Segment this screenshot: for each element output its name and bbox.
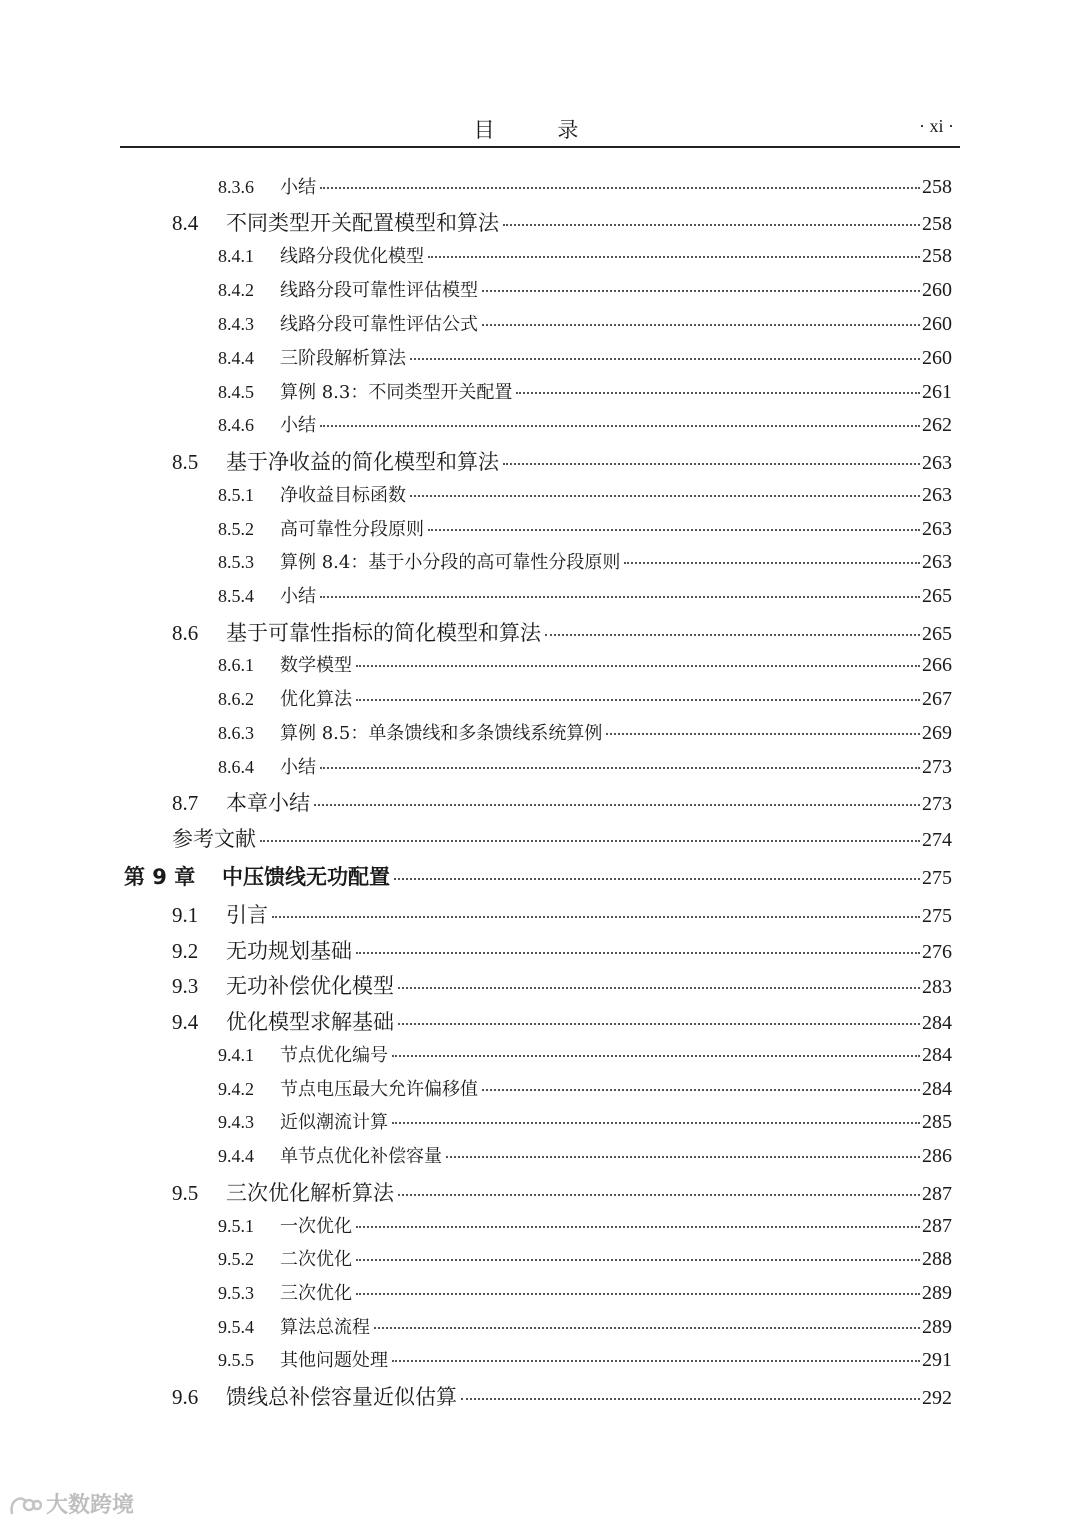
toc-entry-page: 265 (922, 585, 952, 607)
toc-entry (0, 861, 952, 891)
toc-entry-number: 9.2 (172, 939, 199, 963)
toc-entry-page: 258 (922, 176, 952, 198)
toc-entry-number: 9.4.2 (218, 1079, 254, 1099)
toc-dot-leader (260, 839, 920, 842)
toc-entry-number: 9.5 (172, 1181, 199, 1205)
toc-dot-leader (503, 223, 920, 226)
toc-dot-leader (428, 528, 920, 531)
toc-entry-page: 260 (922, 313, 952, 335)
toc-entry-title: 无功规划基础 (226, 939, 352, 963)
watermark (8, 1488, 134, 1519)
toc-entry (0, 1346, 952, 1372)
toc-dot-leader (398, 1193, 920, 1196)
toc-dot-leader (356, 1258, 920, 1261)
toc-dot-leader (392, 1359, 920, 1362)
toc-dot-leader (398, 1022, 920, 1025)
toc-entry-number: 8.6.4 (218, 757, 254, 777)
toc-dot-leader (482, 1088, 920, 1091)
toc-entry-title: 单节点优化补偿容量 (280, 1146, 442, 1167)
toc-entry-page: 274 (922, 829, 952, 851)
toc-entry-number: 8.6.2 (218, 689, 254, 709)
toc-entry-page: 258 (922, 213, 952, 235)
toc-entry-number: 8.5.4 (218, 586, 254, 606)
toc-entry (0, 548, 952, 574)
toc-entry-page: 269 (922, 722, 952, 744)
toc-entry-page: 260 (922, 279, 952, 301)
toc-entry-page: 284 (922, 1078, 952, 1100)
toc-dot-leader (516, 391, 920, 394)
toc-entry-page: 262 (922, 414, 952, 436)
toc-entry-title: 引言 (226, 903, 268, 927)
toc-dot-leader (545, 633, 920, 636)
toc-entry-page: 265 (922, 623, 952, 645)
toc-entry (0, 1381, 952, 1411)
toc-dot-leader (482, 289, 920, 292)
toc-entry (0, 651, 952, 677)
toc-dot-leader (356, 951, 920, 954)
toc-entry (0, 787, 952, 817)
toc-entry (0, 1245, 952, 1271)
toc-entry-title: 算例 8.3：不同类型开关配置 (280, 382, 513, 403)
toc-entry-title: 无功补偿优化模型 (226, 974, 394, 998)
toc-entry-title: 小结 (280, 757, 316, 778)
toc-dot-leader (356, 1225, 920, 1228)
toc-entry-title: 高可靠性分段原则 (280, 519, 424, 540)
toc-entry-page: 287 (922, 1183, 952, 1205)
toc-entry-title: 参考文献 (172, 827, 256, 851)
toc-entry-title: 三阶段解析算法 (280, 348, 406, 369)
toc-dot-leader (320, 186, 920, 189)
toc-entry (0, 310, 952, 336)
toc-dot-leader (392, 1121, 920, 1124)
toc-entry-page: 289 (922, 1316, 952, 1338)
toc-entry (0, 753, 952, 779)
toc-entry (0, 617, 952, 647)
toc-dot-leader (394, 877, 920, 880)
toc-entry-number: 8.4.2 (218, 280, 254, 300)
toc-dot-leader (410, 494, 920, 497)
toc-dot-leader (482, 323, 920, 326)
toc-entry-title: 中压馈线无功配置 (222, 865, 390, 889)
toc-entry-page: 288 (922, 1248, 952, 1270)
toc-dot-leader (320, 766, 920, 769)
toc-entry-title: 算法总流程 (280, 1317, 370, 1338)
toc-dot-leader (624, 561, 920, 564)
toc-entry (0, 582, 952, 608)
toc-dot-leader (356, 698, 920, 701)
toc-entry-number: 9.5.2 (218, 1249, 254, 1269)
page-header (120, 112, 960, 148)
header-title: 目 录 (473, 118, 607, 142)
toc-entry-title: 线路分段可靠性评估公式 (280, 314, 478, 335)
toc-entry (0, 719, 952, 745)
toc-entry-number: 8.5.3 (218, 552, 254, 572)
toc-entry-number: 8.4.6 (218, 415, 254, 435)
toc-entry (0, 970, 952, 1000)
toc-entry-title: 小结 (280, 177, 316, 198)
toc-entry-page: 263 (922, 452, 952, 474)
toc-entry (0, 207, 952, 237)
toc-dot-leader (446, 1155, 920, 1158)
toc-entry-page: 275 (922, 905, 952, 927)
toc-entry-number: 8.6.3 (218, 723, 254, 743)
toc-entry-page: 263 (922, 484, 952, 506)
toc-entry (0, 276, 952, 302)
toc-entry-page: 285 (922, 1111, 952, 1133)
toc-entry-title: 线路分段可靠性评估模型 (280, 280, 478, 301)
toc-entry-page: 260 (922, 347, 952, 369)
toc-entry-title: 馈线总补偿容量近似估算 (226, 1385, 457, 1409)
toc-entry-page: 258 (922, 245, 952, 267)
toc-dot-leader (320, 595, 920, 598)
toc-entry (0, 173, 952, 199)
toc-entry-page: 273 (922, 756, 952, 778)
toc-entry (0, 1279, 952, 1305)
toc-entry-title: 基于可靠性指标的简化模型和算法 (226, 621, 541, 645)
toc-entry-page: 267 (922, 688, 952, 710)
toc-entry (0, 1177, 952, 1207)
toc-entry-page: 266 (922, 654, 952, 676)
toc-entry-number: 9.1 (172, 903, 199, 927)
toc-entry-title: 不同类型开关配置模型和算法 (226, 211, 499, 235)
toc-entry (0, 242, 952, 268)
watermark-text: 大数跨境 (46, 1493, 135, 1518)
toc-entry-number: 9.4.3 (218, 1112, 254, 1132)
toc-entry-page: 286 (922, 1145, 952, 1167)
toc-entry-number: 9.4 (172, 1010, 199, 1034)
toc-entry (0, 411, 952, 437)
toc-entry-number: 9.5.1 (218, 1216, 254, 1236)
toc-entry (0, 1075, 952, 1101)
toc-entry-page: 284 (922, 1012, 952, 1034)
toc-dot-leader (356, 664, 920, 667)
toc-entry-number: 9.5.3 (218, 1283, 254, 1303)
toc-entry (0, 446, 952, 476)
toc-entry-number: 9.4.4 (218, 1146, 254, 1166)
toc-dot-leader (314, 803, 920, 806)
toc-entry-title: 线路分段优化模型 (280, 246, 424, 267)
toc-entry-page: 261 (922, 381, 952, 403)
toc-entry-number: 9.3 (172, 974, 199, 998)
toc-entry-number: 9.4.1 (218, 1045, 254, 1065)
toc-entry-title: 本章小结 (226, 791, 310, 815)
toc-entry (0, 344, 952, 370)
toc-entry (0, 1212, 952, 1238)
toc-entry (0, 935, 952, 965)
toc-dot-leader (374, 1326, 920, 1329)
toc-entry-title: 二次优化 (280, 1249, 352, 1270)
toc-dot-leader (398, 986, 920, 989)
toc-entry-number: 8.4.5 (218, 382, 254, 402)
toc-entry-title: 净收益目标函数 (280, 485, 406, 506)
toc-dot-leader (428, 255, 920, 258)
toc-entry-title: 基于净收益的简化模型和算法 (226, 450, 499, 474)
toc-entry (0, 899, 952, 929)
toc-entry-number: 8.4 (172, 211, 199, 235)
toc-entry-number: 8.6.1 (218, 655, 254, 675)
toc-entry-page: 263 (922, 551, 952, 573)
toc-entry-number: 8.6 (172, 621, 199, 645)
toc-entry-number: 9.5.4 (218, 1317, 254, 1337)
toc-entry-number: 8.4.1 (218, 246, 254, 266)
toc-entry-number: 第 9 章 (124, 865, 196, 889)
toc-entry-number: 8.5.1 (218, 485, 254, 505)
toc-entry-page: 263 (922, 518, 952, 540)
watermark-logo-icon (8, 1494, 42, 1518)
toc-dot-leader (606, 732, 920, 735)
toc-entry (0, 1006, 952, 1036)
toc-entry (0, 1041, 952, 1067)
toc-dot-leader (356, 1292, 920, 1295)
toc-entry-number: 9.5.5 (218, 1350, 254, 1370)
toc-dot-leader (272, 915, 920, 918)
toc-entry-title: 算例 8.4：基于小分段的高可靠性分段原则 (280, 552, 621, 573)
toc-entry (0, 1108, 952, 1134)
toc-entry-page: 289 (922, 1282, 952, 1304)
toc-entry (0, 1142, 952, 1168)
toc-entry (0, 685, 952, 711)
toc-entry-number: 8.7 (172, 791, 199, 815)
toc-entry-page: 291 (922, 1349, 952, 1371)
toc-entry-title: 三次优化 (280, 1283, 352, 1304)
toc-entry-number: 8.4.4 (218, 348, 254, 368)
toc-dot-leader (503, 462, 920, 465)
toc-entry (0, 481, 952, 507)
toc-entry-number: 9.6 (172, 1385, 199, 1409)
toc-entry-title: 近似潮流计算 (280, 1112, 388, 1133)
toc-entry-page: 284 (922, 1044, 952, 1066)
toc-dot-leader (461, 1397, 920, 1400)
toc-entry-number: 8.3.6 (218, 177, 254, 197)
toc-entry-title: 优化模型求解基础 (226, 1010, 394, 1034)
toc-entry-title: 数学模型 (280, 655, 352, 676)
toc-entry-number: 8.4.3 (218, 314, 254, 334)
toc-entry (0, 1313, 952, 1339)
toc-dot-leader (320, 424, 920, 427)
toc-entry-title: 一次优化 (280, 1216, 352, 1237)
toc-entry-page: 287 (922, 1215, 952, 1237)
toc-entry-page: 276 (922, 941, 952, 963)
toc-entry-title: 节点优化编号 (280, 1045, 388, 1066)
toc-entry-title: 节点电压最大允许偏移值 (280, 1079, 478, 1100)
toc-entry-number: 8.5 (172, 450, 199, 474)
toc-entry (0, 378, 952, 404)
toc-dot-leader (410, 357, 920, 360)
toc-entry-page: 273 (922, 793, 952, 815)
header-page-number: · xi · (919, 116, 954, 136)
toc-entry (0, 515, 952, 541)
toc-entry-title: 算例 8.5：单条馈线和多条馈线系统算例 (280, 723, 603, 744)
toc-entry-title: 其他问题处理 (280, 1350, 388, 1371)
toc-entry-title: 优化算法 (280, 689, 352, 710)
toc-entry-title: 小结 (280, 586, 316, 607)
toc-entry-title: 三次优化解析算法 (226, 1181, 394, 1205)
toc-entry-page: 275 (922, 867, 952, 889)
toc-entry-page: 292 (922, 1387, 952, 1409)
toc-entry-page: 283 (922, 976, 952, 998)
toc-entry-title: 小结 (280, 415, 316, 436)
toc-dot-leader (392, 1054, 920, 1057)
toc-entry (0, 823, 952, 853)
toc-entry-number: 8.5.2 (218, 519, 254, 539)
